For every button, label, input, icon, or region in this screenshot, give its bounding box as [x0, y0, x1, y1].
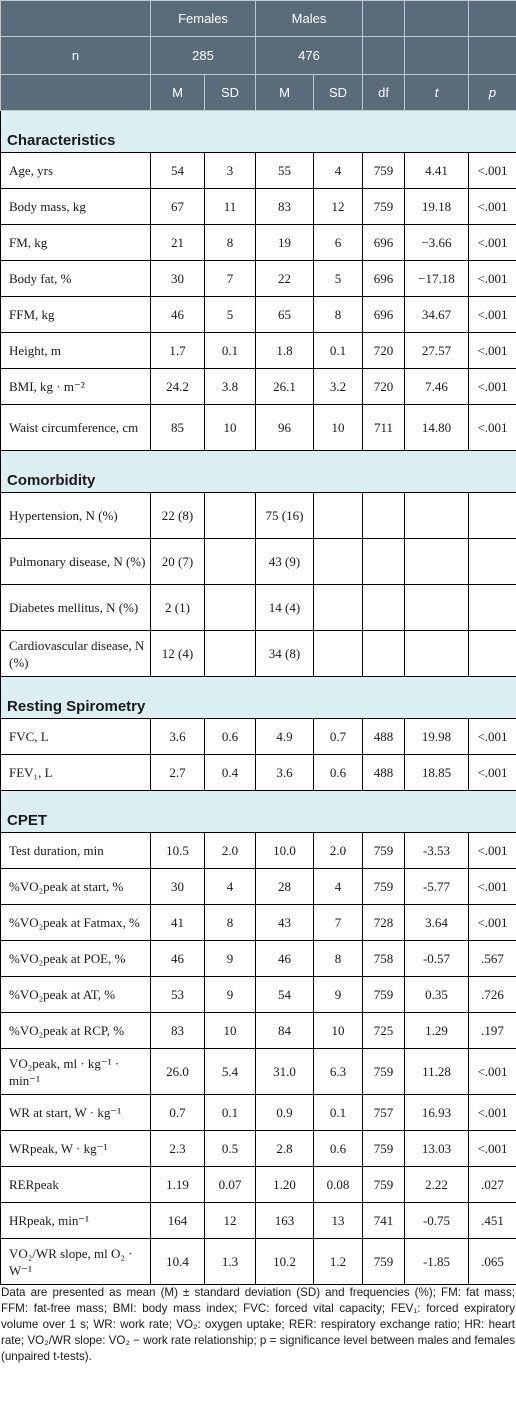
df-value: 759 — [363, 1239, 405, 1285]
p-value: .197 — [469, 1013, 516, 1049]
t-value: -5.77 — [405, 869, 469, 905]
female-sd: 2.0 — [205, 833, 256, 869]
row-label: Body mass, kg — [1, 189, 151, 225]
table-row — [1, 977, 516, 1013]
row-label: %VO₂peak at start, % — [1, 869, 151, 905]
male-mean: 1.20 — [256, 1167, 314, 1203]
p-value: <.001 — [469, 719, 516, 755]
row-label: WRpeak, W · kg⁻¹ — [1, 1131, 151, 1167]
female-mean: 10.5 — [151, 833, 205, 869]
male-mean: 4.9 — [256, 719, 314, 755]
female-sd — [205, 585, 256, 631]
table-row — [1, 1095, 516, 1131]
df-value: 696 — [363, 261, 405, 297]
t-value: 2.22 — [405, 1167, 469, 1203]
t-value — [405, 493, 469, 539]
df-value: 759 — [363, 977, 405, 1013]
row-label: Diabetes mellitus, N (%) — [1, 585, 151, 631]
p-value: <.001 — [469, 189, 516, 225]
female-sd: 5 — [205, 297, 256, 333]
female-sd: 9 — [205, 941, 256, 977]
table-row — [1, 631, 516, 677]
t-value: 1.29 — [405, 1013, 469, 1049]
header-males: Males — [256, 1, 363, 37]
p-value — [469, 585, 516, 631]
header-cell — [469, 37, 516, 75]
female-mean: 3.6 — [151, 719, 205, 755]
row-label: FEV₁, L — [1, 755, 151, 791]
female-sd — [205, 539, 256, 585]
row-label: %VO₂peak at AT, % — [1, 977, 151, 1013]
male-mean: 65 — [256, 297, 314, 333]
header-n-males: 476 — [256, 37, 363, 75]
df-value: 488 — [363, 719, 405, 755]
t-value: 4.41 — [405, 153, 469, 189]
header-females: Females — [151, 1, 256, 37]
female-mean: 21 — [151, 225, 205, 261]
male-sd: 9 — [314, 977, 363, 1013]
female-mean: 2.3 — [151, 1131, 205, 1167]
male-sd: 12 — [314, 189, 363, 225]
p-value: <.001 — [469, 1095, 516, 1131]
df-value: 488 — [363, 755, 405, 791]
female-sd: 0.5 — [205, 1131, 256, 1167]
female-mean: 2 (1) — [151, 585, 205, 631]
male-mean: 10.2 — [256, 1239, 314, 1285]
row-label: Test duration, min — [1, 833, 151, 869]
df-value: 759 — [363, 1131, 405, 1167]
female-sd: 0.1 — [205, 1095, 256, 1131]
header-t: t — [405, 75, 469, 111]
table-row — [1, 1203, 516, 1239]
male-sd: 4 — [314, 869, 363, 905]
p-value: .451 — [469, 1203, 516, 1239]
male-mean: 28 — [256, 869, 314, 905]
row-label: BMI, kg · m⁻² — [1, 369, 151, 405]
t-value: 7.46 — [405, 369, 469, 405]
male-sd: 1.2 — [314, 1239, 363, 1285]
table-row — [1, 905, 516, 941]
row-label: Height, m — [1, 333, 151, 369]
df-value — [363, 631, 405, 677]
table-row — [1, 1049, 516, 1095]
male-sd: 3.2 — [314, 369, 363, 405]
section-header-row — [1, 111, 516, 153]
male-mean: 163 — [256, 1203, 314, 1239]
female-sd: 0.07 — [205, 1167, 256, 1203]
t-value: 16.93 — [405, 1095, 469, 1131]
section-header-row — [1, 791, 516, 833]
male-sd — [314, 493, 363, 539]
header-sd-males: SD — [314, 75, 363, 111]
table-row — [1, 1167, 516, 1203]
t-value — [405, 585, 469, 631]
male-sd: 0.6 — [314, 1131, 363, 1167]
female-sd: 10 — [205, 405, 256, 451]
t-value: 14.80 — [405, 405, 469, 451]
table-row — [1, 539, 516, 585]
row-label: Body fat, % — [1, 261, 151, 297]
p-value: .726 — [469, 977, 516, 1013]
female-sd: 4 — [205, 869, 256, 905]
row-label: HRpeak, min⁻¹ — [1, 1203, 151, 1239]
section-title: Comorbidity — [1, 451, 516, 493]
male-sd — [314, 585, 363, 631]
p-value: <.001 — [469, 225, 516, 261]
male-mean: 34 (8) — [256, 631, 314, 677]
row-label: VO₂peak, ml · kg⁻¹ · min⁻¹ — [1, 1049, 151, 1095]
df-value — [363, 585, 405, 631]
p-value — [469, 493, 516, 539]
male-mean: 0.9 — [256, 1095, 314, 1131]
df-value: 759 — [363, 153, 405, 189]
female-sd: 0.4 — [205, 755, 256, 791]
female-sd: 5.4 — [205, 1049, 256, 1095]
male-sd: 6 — [314, 225, 363, 261]
row-label: RERpeak — [1, 1167, 151, 1203]
male-mean: 31.0 — [256, 1049, 314, 1095]
p-value: <.001 — [469, 1131, 516, 1167]
table-row — [1, 261, 516, 297]
header-n-females: 285 — [151, 37, 256, 75]
row-label: Pulmonary disease, N (%) — [1, 539, 151, 585]
row-label: Age, yrs — [1, 153, 151, 189]
t-value: -0.57 — [405, 941, 469, 977]
male-sd: 0.6 — [314, 755, 363, 791]
female-mean: 26.0 — [151, 1049, 205, 1095]
t-value: 19.98 — [405, 719, 469, 755]
header-cell — [1, 1, 151, 37]
table-row — [1, 585, 516, 631]
p-value: .027 — [469, 1167, 516, 1203]
female-mean: 24.2 — [151, 369, 205, 405]
t-value: 18.85 — [405, 755, 469, 791]
table-row — [1, 1013, 516, 1049]
table-row — [1, 755, 516, 791]
female-mean: 1.19 — [151, 1167, 205, 1203]
row-label: WR at start, W · kg⁻¹ — [1, 1095, 151, 1131]
header-cell — [363, 37, 405, 75]
row-label: Cardiovascular disease, N (%) — [1, 631, 151, 677]
row-label: FM, kg — [1, 225, 151, 261]
row-label: %VO₂peak at POE, % — [1, 941, 151, 977]
df-value: 696 — [363, 297, 405, 333]
p-value: <.001 — [469, 153, 516, 189]
female-mean: 10.4 — [151, 1239, 205, 1285]
male-sd: 4 — [314, 153, 363, 189]
female-sd: 12 — [205, 1203, 256, 1239]
female-mean: 30 — [151, 261, 205, 297]
male-mean: 46 — [256, 941, 314, 977]
female-sd: 11 — [205, 189, 256, 225]
header-cell — [469, 1, 516, 37]
male-sd: 5 — [314, 261, 363, 297]
female-sd: 10 — [205, 1013, 256, 1049]
section-title: Characteristics — [1, 111, 516, 153]
male-sd: 2.0 — [314, 833, 363, 869]
table-row — [1, 833, 516, 869]
p-value: <.001 — [469, 333, 516, 369]
df-value: 728 — [363, 905, 405, 941]
table-row — [1, 153, 516, 189]
t-value — [405, 539, 469, 585]
t-value: 13.03 — [405, 1131, 469, 1167]
female-mean: 53 — [151, 977, 205, 1013]
p-value: <.001 — [469, 833, 516, 869]
p-value: <.001 — [469, 755, 516, 791]
male-mean: 14 (4) — [256, 585, 314, 631]
p-value: .567 — [469, 941, 516, 977]
female-sd — [205, 493, 256, 539]
t-value: 3.64 — [405, 905, 469, 941]
t-value: −3.66 — [405, 225, 469, 261]
female-sd: 7 — [205, 261, 256, 297]
male-sd: 0.1 — [314, 1095, 363, 1131]
female-mean: 83 — [151, 1013, 205, 1049]
df-value: 759 — [363, 833, 405, 869]
t-value: -3.53 — [405, 833, 469, 869]
female-sd: 0.1 — [205, 333, 256, 369]
row-label: Waist circumference, cm — [1, 405, 151, 451]
header-cell — [405, 1, 469, 37]
male-mean: 43 — [256, 905, 314, 941]
df-value — [363, 493, 405, 539]
t-value: 19.18 — [405, 189, 469, 225]
header-df: df — [363, 75, 405, 111]
header-group-row — [1, 1, 516, 37]
table-row — [1, 405, 516, 451]
male-mean: 75 (16) — [256, 493, 314, 539]
male-mean: 3.6 — [256, 755, 314, 791]
female-mean: 2.7 — [151, 755, 205, 791]
female-mean: 30 — [151, 869, 205, 905]
p-value: <.001 — [469, 297, 516, 333]
male-sd: 8 — [314, 941, 363, 977]
male-mean: 2.8 — [256, 1131, 314, 1167]
female-mean: 22 (8) — [151, 493, 205, 539]
header-sd-females: SD — [205, 75, 256, 111]
row-label: %VO₂peak at Fatmax, % — [1, 905, 151, 941]
section-header-row — [1, 451, 516, 493]
header-stat-row — [1, 75, 516, 111]
t-value — [405, 631, 469, 677]
female-sd: 9 — [205, 977, 256, 1013]
t-value: −17.18 — [405, 261, 469, 297]
row-label: %VO₂peak at RCP, % — [1, 1013, 151, 1049]
df-value: 757 — [363, 1095, 405, 1131]
table-row — [1, 719, 516, 755]
female-mean: 85 — [151, 405, 205, 451]
table-footnote: Data are presented as mean (M) ± standard deviation (SD) and frequencies (%); FM: fat mass; FFM: fat-free mass; BMI: body mass index; FVC: forced vital capacity; FEV₁: forced expiratory volume over 1 s; WR: work rate; VO₂: oxygen uptake; RER: respiratory exchange ratio; HR: heart rate; VO₂/WR slope: VO₂ − work rate relationship; p = significance level between males and females (unpaired t-tests). — [1, 1286, 515, 1363]
table-body — [1, 111, 516, 1285]
female-mean: 20 (7) — [151, 539, 205, 585]
df-value: 720 — [363, 333, 405, 369]
p-value — [469, 631, 516, 677]
male-mean: 96 — [256, 405, 314, 451]
row-label: VO₂/WR slope, ml O₂ · W⁻¹ — [1, 1239, 151, 1285]
p-value: <.001 — [469, 261, 516, 297]
df-value: 725 — [363, 1013, 405, 1049]
female-sd: 3.8 — [205, 369, 256, 405]
p-value — [469, 539, 516, 585]
df-value: 759 — [363, 869, 405, 905]
header-p: p — [469, 75, 516, 111]
male-mean: 54 — [256, 977, 314, 1013]
female-mean: 164 — [151, 1203, 205, 1239]
p-value: <.001 — [469, 369, 516, 405]
table-row — [1, 369, 516, 405]
header-m-males: M — [256, 75, 314, 111]
male-sd — [314, 631, 363, 677]
t-value: -0.75 — [405, 1203, 469, 1239]
table-row — [1, 225, 516, 261]
female-mean: 1.7 — [151, 333, 205, 369]
male-mean: 10.0 — [256, 833, 314, 869]
header-n-label: n — [1, 37, 151, 75]
df-value: 720 — [363, 369, 405, 405]
male-mean: 26.1 — [256, 369, 314, 405]
male-sd — [314, 539, 363, 585]
table-row — [1, 869, 516, 905]
table-row — [1, 1239, 516, 1285]
header-n-row — [1, 37, 516, 75]
df-value: 759 — [363, 1167, 405, 1203]
male-sd: 6.3 — [314, 1049, 363, 1095]
section-header-row — [1, 677, 516, 719]
header-cell — [363, 1, 405, 37]
male-sd: 0.1 — [314, 333, 363, 369]
row-label: FVC, L — [1, 719, 151, 755]
p-value: <.001 — [469, 1049, 516, 1095]
table-row — [1, 189, 516, 225]
df-value: 741 — [363, 1203, 405, 1239]
header-cell — [405, 37, 469, 75]
male-sd: 0.08 — [314, 1167, 363, 1203]
female-mean: 54 — [151, 153, 205, 189]
header-cell — [1, 75, 151, 111]
p-value: .065 — [469, 1239, 516, 1285]
header-m-females: M — [151, 75, 205, 111]
df-value: 696 — [363, 225, 405, 261]
male-mean: 84 — [256, 1013, 314, 1049]
df-value: 759 — [363, 1049, 405, 1095]
table-row — [1, 1131, 516, 1167]
row-label: Hypertension, N (%) — [1, 493, 151, 539]
t-value: 11.28 — [405, 1049, 469, 1095]
table-row — [1, 297, 516, 333]
male-mean: 19 — [256, 225, 314, 261]
df-value: 758 — [363, 941, 405, 977]
p-value: <.001 — [469, 405, 516, 451]
df-value — [363, 539, 405, 585]
table-row — [1, 333, 516, 369]
section-title: CPET — [1, 791, 516, 833]
t-value: 0.35 — [405, 977, 469, 1013]
male-sd: 10 — [314, 1013, 363, 1049]
male-mean: 83 — [256, 189, 314, 225]
female-sd: 8 — [205, 905, 256, 941]
female-mean: 0.7 — [151, 1095, 205, 1131]
p-value: <.001 — [469, 905, 516, 941]
male-mean: 1.8 — [256, 333, 314, 369]
female-sd: 3 — [205, 153, 256, 189]
t-value: 34.67 — [405, 297, 469, 333]
female-mean: 46 — [151, 941, 205, 977]
male-sd: 0.7 — [314, 719, 363, 755]
male-sd: 7 — [314, 905, 363, 941]
male-sd: 13 — [314, 1203, 363, 1239]
female-sd: 8 — [205, 225, 256, 261]
male-sd: 8 — [314, 297, 363, 333]
t-value: 27.57 — [405, 333, 469, 369]
female-sd — [205, 631, 256, 677]
table-row — [1, 941, 516, 977]
male-mean: 55 — [256, 153, 314, 189]
female-mean: 67 — [151, 189, 205, 225]
df-value: 759 — [363, 189, 405, 225]
section-title: Resting Spirometry — [1, 677, 516, 719]
female-sd: 0.6 — [205, 719, 256, 755]
table-row — [1, 493, 516, 539]
df-value: 711 — [363, 405, 405, 451]
p-value: <.001 — [469, 869, 516, 905]
female-mean: 41 — [151, 905, 205, 941]
row-label: FFM, kg — [1, 297, 151, 333]
female-sd: 1.3 — [205, 1239, 256, 1285]
t-value: -1.85 — [405, 1239, 469, 1285]
male-sd: 10 — [314, 405, 363, 451]
male-mean: 22 — [256, 261, 314, 297]
female-mean: 12 (4) — [151, 631, 205, 677]
female-mean: 46 — [151, 297, 205, 333]
male-mean: 43 (9) — [256, 539, 314, 585]
